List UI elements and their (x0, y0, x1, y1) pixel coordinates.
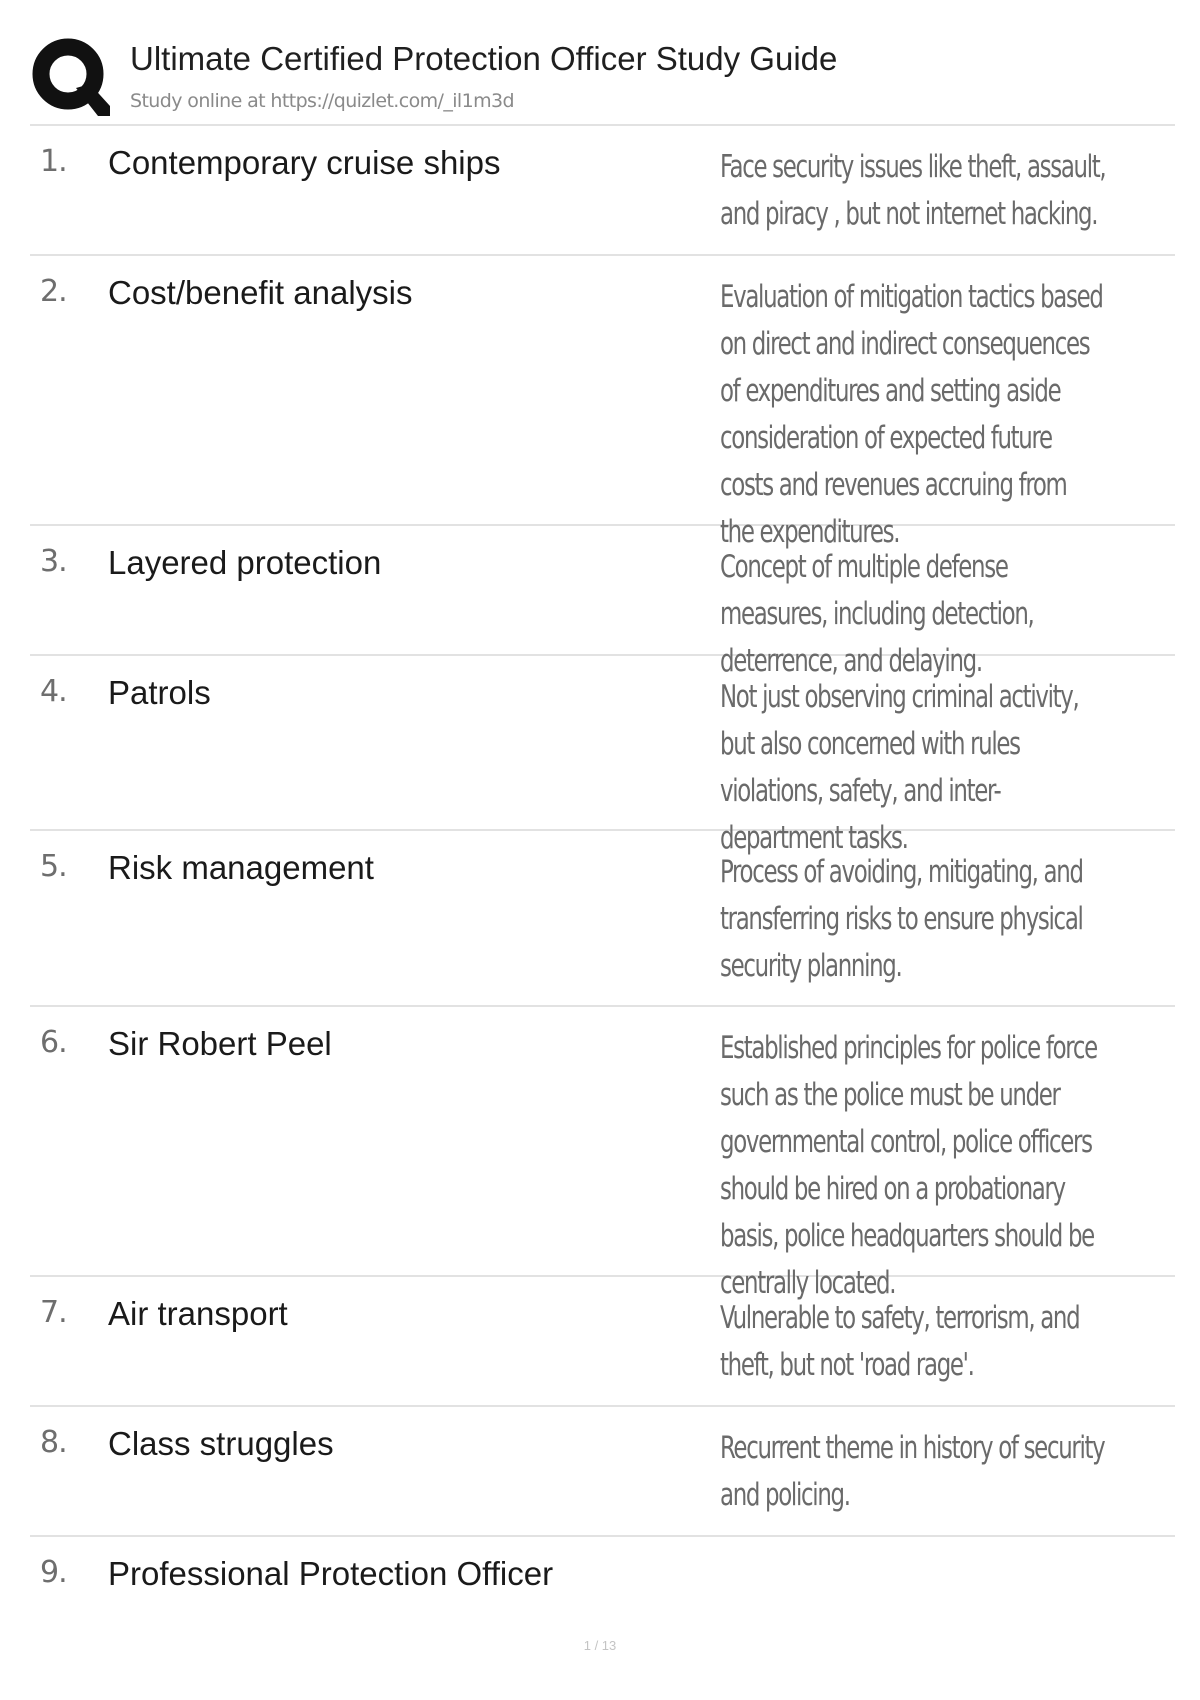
page-number: 1 / 13 (583, 1638, 617, 1653)
card-number: 4. (40, 674, 67, 709)
flashcard-row (30, 1537, 1175, 1647)
card-number: 9. (40, 1555, 67, 1590)
card-term: Layered protection (108, 544, 382, 581)
card-term: Risk management (108, 849, 374, 886)
card-term: Sir Robert Peel (108, 1025, 332, 1062)
flashcard-row (30, 526, 1175, 679)
card-number: 6. (40, 1025, 67, 1060)
card-number: 7. (40, 1295, 67, 1330)
card-definition: Recurrent theme in history of security and policing. (720, 1430, 1105, 1513)
card-term: Cost/benefit analysis (108, 274, 413, 311)
card-definition: Face security issues like theft, assault, and piracy , but not internet hacking. (720, 149, 1106, 232)
flashcard-row (30, 656, 1175, 856)
card-term: Contemporary cruise ships (108, 144, 501, 181)
card-definition: Vulnerable to safety, terrorism, and theft, but not 'road rage'. (720, 1300, 1080, 1383)
quizlet-logo-icon (32, 36, 110, 120)
card-definition: Evaluation of mitigation tactics based on direct and indirect consequences of expenditures and setting aside consideration of expected future costs and revenues accruing from the expenditures. (720, 279, 1103, 550)
flashcard-row (30, 831, 1175, 1007)
card-number: 2. (40, 274, 67, 309)
flashcard-row (30, 126, 1175, 256)
flashcard-row (30, 256, 1175, 550)
card-definition: Concept of multiple defense measures, including detection, deterrence, and delaying. (720, 549, 1034, 679)
card-definition: Not just observing criminal activity, but also concerned with rules violations, safety, and inter-department tasks. (720, 679, 1079, 856)
card-definition: Established principles for police force such as the police must be under governmental control, police officers should be hired on a probationary basis, police headquarters should be centrally located. (720, 1030, 1097, 1301)
card-number: 3. (40, 544, 67, 579)
card-term: Professional Protection Officer (108, 1555, 554, 1592)
page-header (32, 36, 1182, 124)
flashcard-row (30, 1007, 1175, 1301)
flashcard-list (30, 126, 1175, 1647)
card-number: 1. (40, 144, 67, 179)
card-term: Patrols (108, 674, 211, 711)
study-online-link[interactable]: Study online at https://quizlet.com/_il1m3d (130, 90, 514, 112)
page-title: Ultimate Certified Protection Officer Study Guide (130, 40, 838, 77)
card-term: Class struggles (108, 1425, 334, 1462)
flashcard-row (30, 1407, 1175, 1537)
card-definition: Process of avoiding, mitigating, and transferring risks to ensure physical security planning. (720, 854, 1083, 984)
card-term: Air transport (108, 1295, 288, 1332)
flashcard-row (30, 1277, 1175, 1407)
card-number: 5. (40, 849, 67, 884)
card-number: 8. (40, 1425, 67, 1460)
